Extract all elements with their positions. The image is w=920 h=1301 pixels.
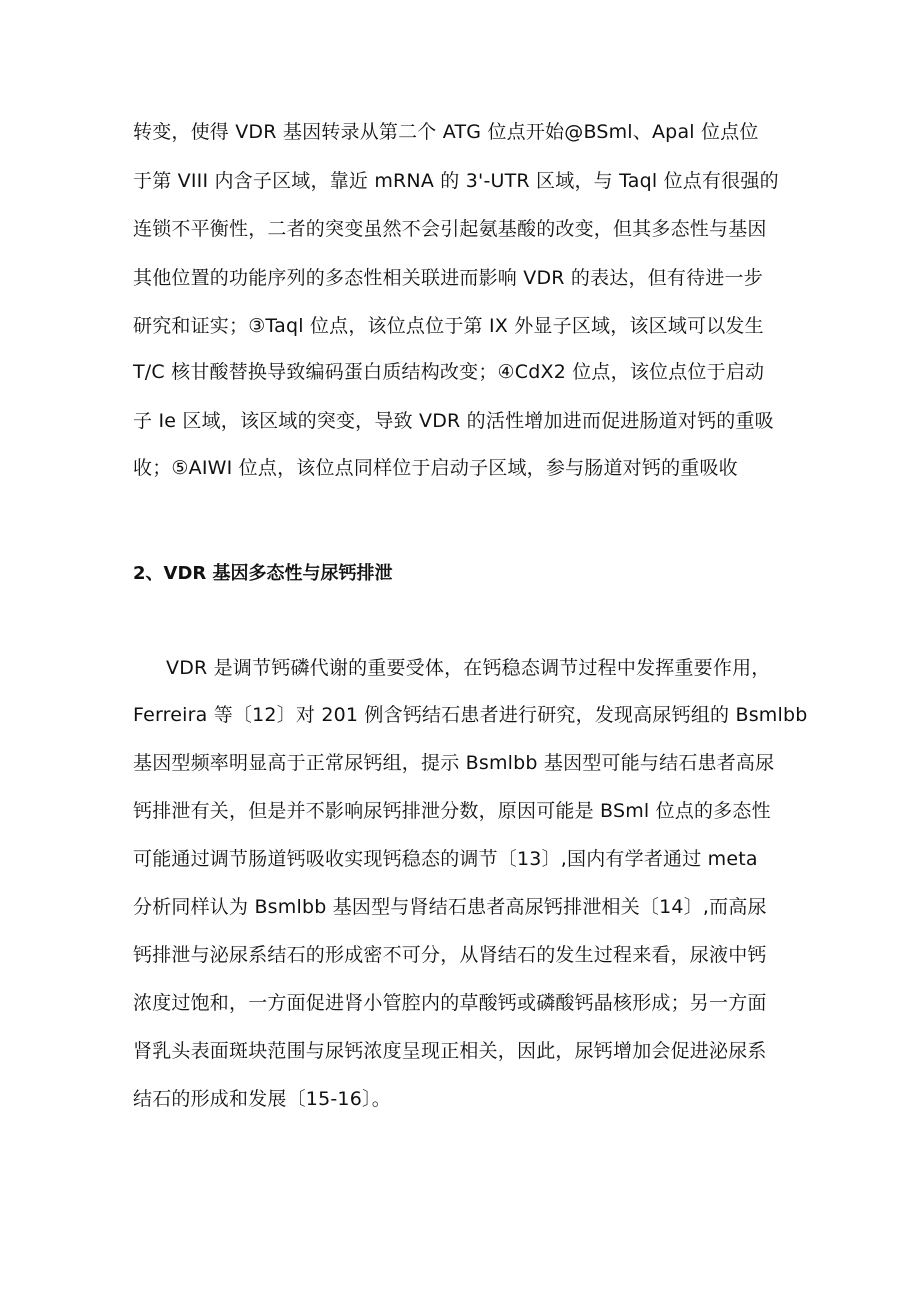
paragraph-line: 收；⑤AIWI 位点，该位点同样位于启动子区域，参与肠道对钙的重吸收: [133, 457, 738, 479]
section-heading: 2、VDR 基因多态性与尿钙排泄: [133, 563, 393, 584]
paragraph-line: 钙排泄与泌尿系结石的形成密不可分，从肾结石的发生过程来看，尿液中钙: [133, 944, 767, 966]
paragraph-line: 转变，使得 VDR 基因转录从第二个 ATG 位点开始@BSml、Apal 位点位: [133, 121, 759, 143]
paragraph-line: VDR 是调节钙磷代谢的重要受体，在钙稳态调节过程中发挥重要作用，: [166, 657, 771, 679]
paragraph-line: 基因型频率明显高于正常尿钙组，提示 Bsmlbb 基因型可能与结石患者高尿: [133, 752, 775, 774]
paragraph-line: 分析同样认为 Bsmlbb 基因型与肾结石患者高尿钙排泄相关〔14〕,而高尿: [133, 896, 767, 918]
paragraph-line: 连锁不平衡性，二者的突变虽然不会引起氨基酸的改变，但其多态性与基因: [133, 218, 767, 240]
paragraph-line: 其他位置的功能序列的多态性相关联进而影响 VDR 的表达，但有待进一步: [133, 267, 763, 289]
paragraph-line: 研究和证实；③Taql 位点，该位点位于第 IX 外显子区域，该区域可以发生: [133, 315, 764, 337]
paragraph-line: 可能通过调节肠道钙吸收实现钙稳态的调节〔13〕,国内有学者通过 meta: [133, 848, 758, 870]
paragraph-line: 于第 VIII 内含子区域，靠近 mRNA 的 3'-UTR 区域，与 Taql 位点有很强的: [133, 170, 779, 192]
paragraph-line: 钙排泄有关，但是并不影响尿钙排泄分数，原因可能是 BSml 位点的多态性: [133, 800, 771, 822]
paragraph-line: 肾乳头表面斑块范围与尿钙浓度呈现正相关，因此，尿钙增加会促进泌尿系: [133, 1040, 767, 1062]
paragraph-line: T/C 核甘酸替换导致编码蛋白质结构改变；④CdX2 位点，该位点位于启动: [133, 361, 765, 383]
paragraph-line: 浓度过饱和，一方面促进肾小管腔内的草酸钙或磷酸钙晶核形成；另一方面: [133, 992, 767, 1014]
paragraph-line: 结石的形成和发展〔15-16〕。: [133, 1088, 391, 1110]
paragraph-line: 子 Ie 区域，该区域的突变，导致 VDR 的活性增加进而促进肠道对钙的重吸: [133, 410, 774, 432]
paragraph-line: Ferreira 等〔12〕对 201 例含钙结石患者进行研究，发现高尿钙组的 Bsmlbb: [133, 704, 808, 726]
